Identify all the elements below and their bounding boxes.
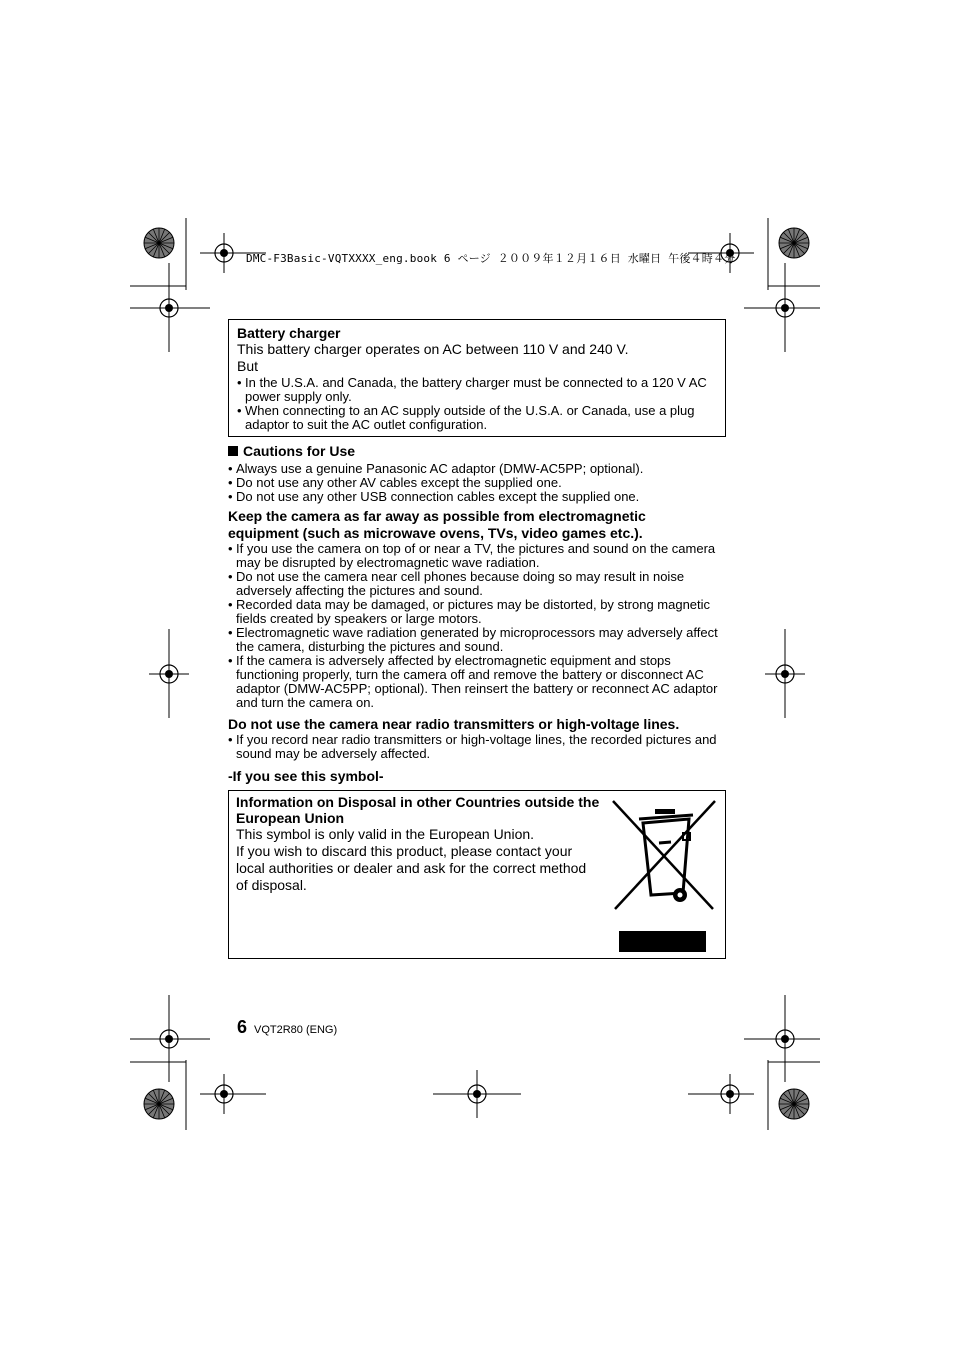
cautions-heading: Cautions for Use [228, 443, 726, 460]
electromagnetic-list [228, 542, 726, 710]
list-item: • When connecting to an AC supply outside of the U.S.A. or Canada, use a plug adaptor to suit the AC outlet configuration. [237, 404, 717, 432]
list-item: • Recorded data may be damaged, or pictures may be distorted, by strong magnetic fields created by speakers or large motors. [228, 598, 726, 626]
star-target-icon [779, 228, 809, 258]
disposal-title: Information on Disposal in other Countries outside the European Union [236, 794, 600, 826]
symbol-heading: -If you see this symbol- [228, 768, 384, 784]
battery-charger-text: This battery charger operates on AC between 110 V and 240 V. [237, 341, 629, 357]
list-item: • If you record near radio transmitters or high-voltage lines, the recorded pictures and sound may be adversely affected. [228, 733, 726, 761]
battery-charger-box [228, 319, 726, 437]
star-target-icon [144, 228, 174, 258]
disposal-box [228, 790, 726, 959]
list-item: • In the U.S.A. and Canada, the battery charger must be connected to a 120 V AC power supply only. [237, 376, 717, 404]
list-item: • Do not use the camera near cell phones because doing so may result in noise adversely affecting the pictures and sound. [228, 570, 726, 598]
electromagnetic-heading: Keep the camera as far away as possible from electromagnetic equipment (such as microwave ovens, TVs, video games etc.). [228, 508, 646, 541]
star-target-icon [779, 1089, 809, 1119]
file-info-header: DMC-F3Basic-VQTXXXX_eng.book 6 ページ ２００９年１２月１６日 水曜日 午後４時４分 [246, 252, 736, 265]
battery-charger-list [237, 376, 717, 432]
crossed-out-bin-icon [611, 797, 721, 912]
cautions-section [228, 443, 726, 785]
page-number: 6 [237, 1017, 248, 1037]
list-item: • If you use the camera on top of or near a TV, the pictures and sound on the camera may be disrupted by electromagnetic wave radiation. [228, 542, 726, 570]
radio-list [228, 733, 726, 761]
battery-charger-title: Battery charger [237, 325, 341, 341]
radio-heading: Do not use the camera near radio transmitters or high-voltage lines. [228, 716, 680, 732]
battery-charger-but: But [237, 358, 259, 374]
disposal-text-2: If you wish to discard this product, please contact your local authorities or dealer and ask for the correct method of disposal. [236, 843, 587, 893]
list-item: • Always use a genuine Panasonic AC adaptor (DMW-AC5PP; optional). [228, 462, 726, 476]
symbol-black-bar [619, 931, 706, 952]
disposal-text-1: This symbol is only valid in the European Union. [236, 826, 535, 842]
list-item: • Electromagnetic wave radiation generated by microprocessors may adversely affect the camera, disturbing the pictures and sound. [228, 626, 726, 654]
list-item: • If the camera is adversely affected by electromagnetic equipment and stops functioning properly, turn the camera off and remove the battery or disconnect AC adaptor (DMW-AC5PP; optional). Then reinsert the battery or reconnect AC adaptor and turn the camera on. [228, 654, 726, 710]
star-target-icon [144, 1089, 174, 1119]
square-bullet-icon [228, 446, 238, 456]
list-item: • Do not use any other AV cables except the supplied one. [228, 476, 726, 490]
list-item: • Do not use any other USB connection cables except the supplied one. [228, 490, 726, 504]
document-code: VQT2R80 (ENG) [254, 1024, 338, 1036]
cautions-list [228, 462, 726, 504]
